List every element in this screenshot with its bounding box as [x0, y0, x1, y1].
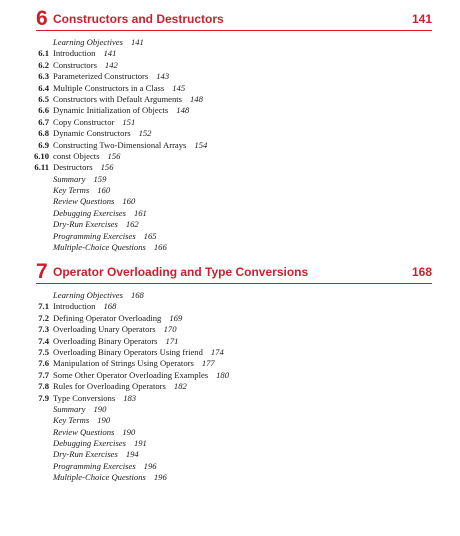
section-page-number: 154: [194, 139, 208, 150]
section-page-number: 166: [153, 242, 167, 253]
toc-entry[interactable]: [0, 427, 460, 438]
section-title: Multiple Constructors in a Class: [53, 82, 165, 93]
toc-entry[interactable]: [0, 174, 460, 185]
toc-entry[interactable]: [0, 162, 460, 173]
section-page-number: 142: [104, 59, 118, 70]
toc-entry[interactable]: [0, 358, 460, 369]
chapter-number: 6: [36, 7, 48, 30]
toc-entry[interactable]: [0, 71, 460, 82]
toc-entry[interactable]: [0, 140, 460, 151]
section-page-number: 156: [107, 150, 121, 161]
toc-entry[interactable]: [0, 208, 460, 219]
toc-entry[interactable]: [0, 404, 460, 415]
section-title: Some Other Operator Overloading Examples: [53, 369, 209, 380]
section-number: 7.8: [38, 381, 49, 392]
section-title: Learning Objectives: [53, 290, 123, 300]
section-page-number: 162: [125, 219, 139, 230]
section-title: Programming Exercises: [53, 460, 136, 471]
section-page-number: 145: [172, 82, 186, 93]
toc-entry[interactable]: [0, 370, 460, 381]
section-page-number: 194: [125, 449, 139, 460]
section-page-number: 160: [97, 185, 111, 196]
section-title: Programming Exercises: [53, 230, 136, 241]
toc-entry[interactable]: [0, 301, 460, 312]
toc-entry[interactable]: [0, 242, 460, 253]
section-page-number: 141: [103, 48, 117, 59]
section-title: Introduction: [53, 301, 96, 312]
section-title: Copy Constructor: [53, 116, 115, 127]
section-title: Dynamic Initialization of Objects: [53, 105, 169, 116]
chapter-6-section: [0, 8, 460, 253]
chapter-page-number: 168: [411, 265, 432, 279]
chapter-divider: [36, 30, 432, 31]
toc-entry[interactable]: [0, 461, 460, 472]
section-number: 6.6: [38, 105, 49, 116]
section-title: Dry-Run Exercises: [53, 219, 118, 230]
section-page-number: 152: [138, 128, 152, 139]
section-title: Review Questions: [53, 426, 115, 437]
section-page-number: 196: [153, 472, 167, 483]
toc-entry[interactable]: [0, 151, 460, 162]
chapter-header: [0, 261, 460, 285]
section-number: 6.11: [34, 162, 49, 173]
section-number: 7.4: [38, 335, 49, 346]
section-page-number: 171: [165, 335, 179, 346]
section-title: Debugging Exercises: [53, 207, 126, 218]
section-title: Constructors with Default Arguments: [53, 93, 182, 104]
section-number: 7.1: [38, 301, 49, 312]
section-page-number: 148: [189, 93, 203, 104]
toc-entry[interactable]: [0, 196, 460, 207]
toc-entry[interactable]: [0, 347, 460, 358]
section-number: 6.7: [38, 116, 49, 127]
section-number: 6.9: [38, 139, 49, 150]
chapter-page-number: 141: [411, 12, 432, 26]
chapter-divider: [36, 283, 432, 284]
section-number: 7.7: [38, 369, 49, 380]
section-title: Overloading Binary Operators Using friend: [53, 346, 203, 357]
chapter-7-entries: [0, 290, 460, 484]
section-page-number: 143: [156, 71, 170, 82]
section-number: 7.3: [38, 324, 49, 335]
section-page-number: 168: [130, 290, 144, 300]
chapter-6-entries: [0, 37, 460, 253]
section-title: Introduction: [53, 48, 96, 59]
section-page-number: 191: [133, 438, 147, 449]
section-number: 6.3: [38, 71, 49, 82]
section-page-number: 151: [122, 116, 136, 127]
toc-entry[interactable]: [0, 185, 460, 196]
toc-entry[interactable]: [0, 117, 460, 128]
toc-entry[interactable]: [0, 336, 460, 347]
section-page-number: 156: [100, 162, 114, 173]
section-page-number: 170: [163, 324, 177, 335]
section-title: Rules for Overloading Operators: [53, 381, 166, 392]
section-title: Debugging Exercises: [53, 438, 126, 449]
chapter-title[interactable]: Constructors and Destructors: [53, 12, 224, 26]
chapter-7-section: [0, 261, 460, 484]
toc-entry[interactable]: [0, 83, 460, 94]
section-title: Multiple-Choice Questions: [53, 242, 146, 253]
section-title: Constructors: [53, 59, 97, 70]
section-title: Summary: [53, 173, 86, 184]
section-page-number: 183: [123, 392, 137, 403]
toc-entry[interactable]: [0, 128, 460, 139]
chapter-header: [0, 8, 460, 32]
toc-entry[interactable]: [0, 231, 460, 242]
section-page-number: 190: [97, 415, 111, 426]
section-page-number: 165: [143, 230, 157, 241]
section-title: Constructing Two-Dimensional Arrays: [53, 139, 187, 150]
section-title: Multiple-Choice Questions: [53, 472, 146, 483]
section-page-number: 169: [169, 312, 183, 323]
section-number: 6.4: [38, 82, 49, 93]
toc-entry[interactable]: [0, 37, 460, 48]
section-page-number: 148: [176, 105, 190, 116]
section-number: 7.2: [38, 312, 49, 323]
toc-entry[interactable]: [0, 48, 460, 59]
section-number: 6.1: [38, 48, 49, 59]
section-title: Key Terms: [53, 185, 90, 196]
section-number: 7.5: [38, 346, 49, 357]
section-number: 7.9: [38, 392, 49, 403]
section-title: Type Conversions: [53, 392, 116, 403]
chapter-title[interactable]: Operator Overloading and Type Conversions: [53, 265, 309, 279]
section-number: 6.2: [38, 59, 49, 70]
toc-entry[interactable]: [0, 438, 460, 449]
section-page-number: 174: [210, 346, 224, 357]
section-page-number: 161: [133, 207, 147, 218]
section-title: Parameterized Constructors: [53, 71, 149, 82]
section-title: Overloading Unary Operators: [53, 324, 156, 335]
section-title: Learning Objectives: [53, 37, 123, 47]
section-title: Overloading Binary Operators: [53, 335, 158, 346]
toc-entry[interactable]: [0, 449, 460, 460]
section-title: Defining Operator Overloading: [53, 312, 162, 323]
section-number: 6.5: [38, 93, 49, 104]
section-number: 6.8: [38, 128, 49, 139]
section-title: Destructors: [53, 162, 93, 173]
toc-entry[interactable]: [0, 324, 460, 335]
toc-entry[interactable]: [0, 105, 460, 116]
section-title: Manipulation of Strings Using Operators: [53, 358, 194, 369]
section-page-number: 177: [201, 358, 215, 369]
section-page-number: 141: [130, 37, 144, 47]
section-title: Key Terms: [53, 415, 90, 426]
section-page-number: 182: [173, 381, 187, 392]
toc-entry[interactable]: [0, 60, 460, 71]
toc-entry[interactable]: [0, 381, 460, 392]
section-title: Dry-Run Exercises: [53, 449, 118, 460]
toc-entry[interactable]: [0, 393, 460, 404]
section-number: 7.6: [38, 358, 49, 369]
toc-entry[interactable]: [0, 472, 460, 483]
section-page-number: 190: [122, 426, 136, 437]
toc-entry[interactable]: [0, 94, 460, 105]
section-title: Summary: [53, 403, 86, 414]
section-page-number: 168: [103, 301, 117, 312]
section-page-number: 159: [93, 173, 107, 184]
toc-entry[interactable]: [0, 313, 460, 324]
section-page-number: 180: [216, 369, 230, 380]
toc-entry[interactable]: [0, 415, 460, 426]
section-page-number: 160: [122, 196, 136, 207]
section-number: 6.10: [33, 150, 49, 161]
toc-entry[interactable]: [0, 219, 460, 230]
section-title: Dynamic Constructors: [53, 128, 131, 139]
section-page-number: 190: [93, 403, 107, 414]
section-title: const Objects: [53, 150, 100, 161]
section-page-number: 196: [143, 460, 157, 471]
chapter-number: 7: [36, 260, 48, 283]
toc-entry[interactable]: [0, 290, 460, 301]
section-title: Review Questions: [53, 196, 115, 207]
